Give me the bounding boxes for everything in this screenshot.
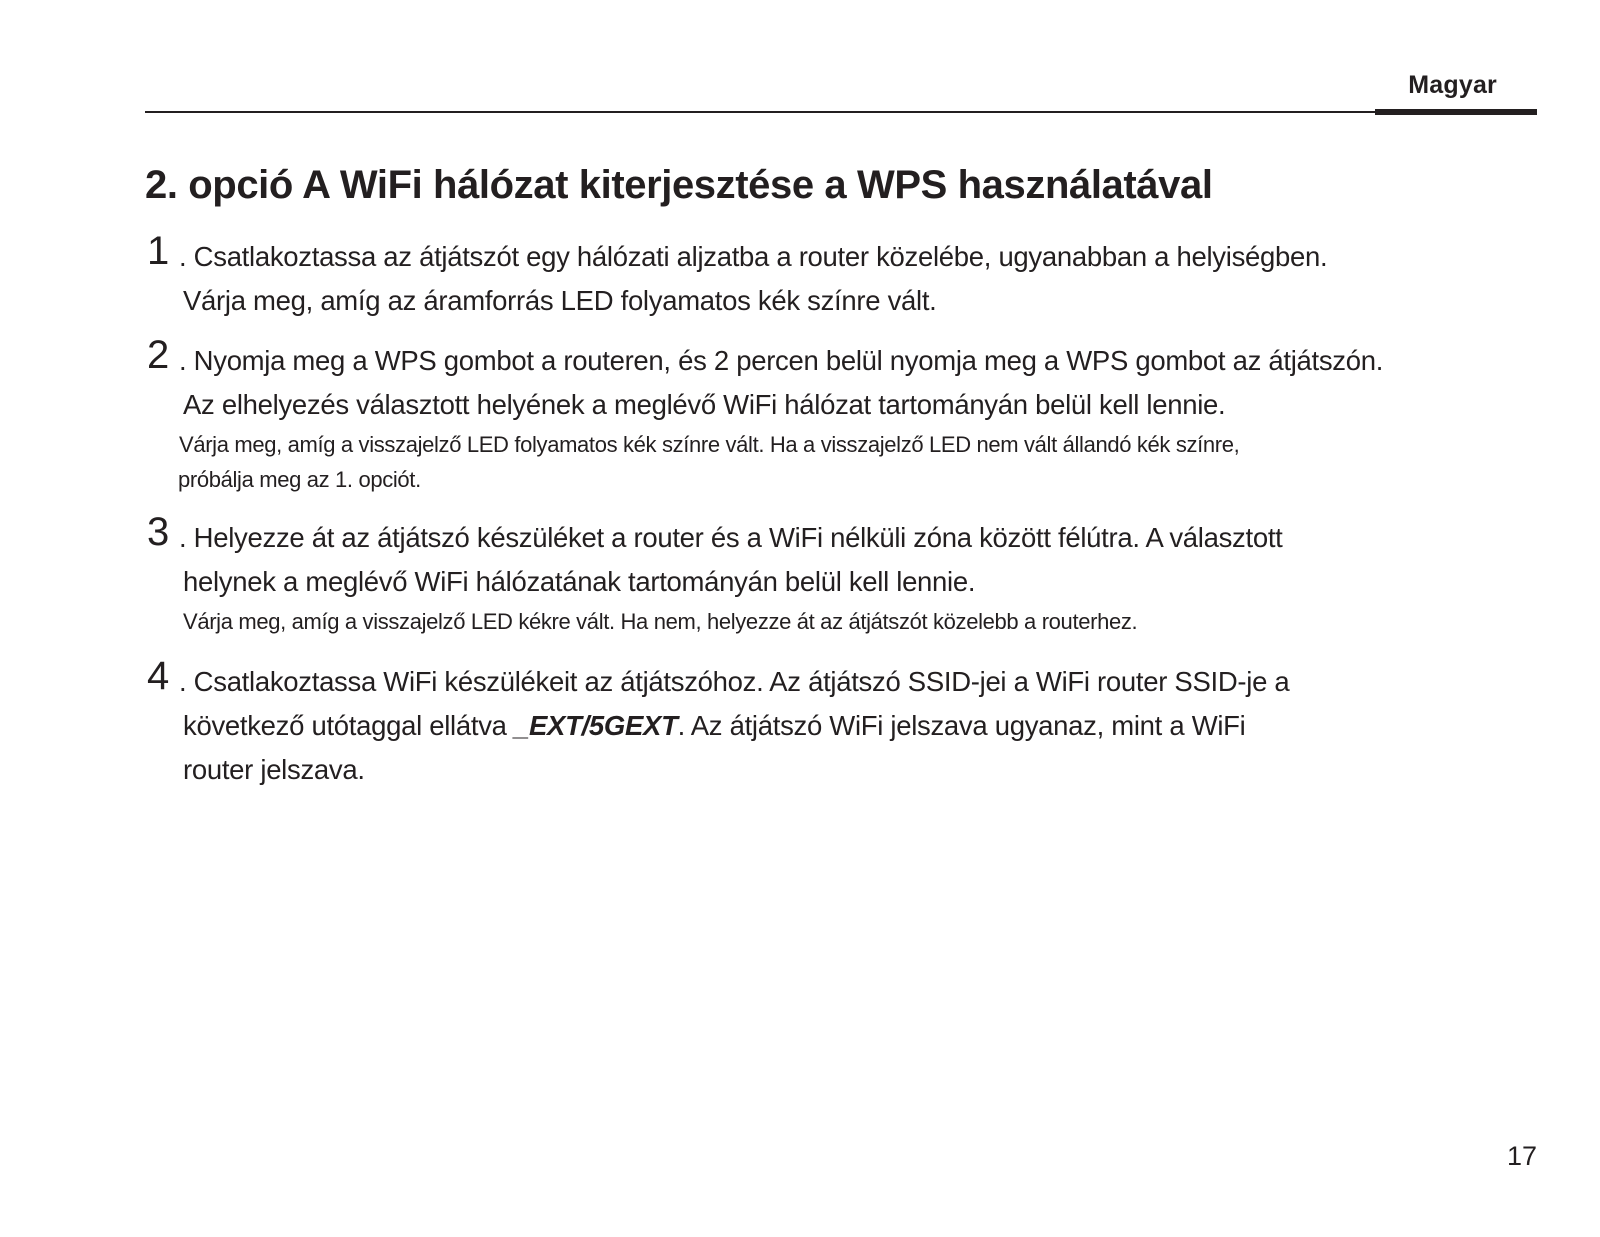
- step-note: próbálja meg az 1. opciót.: [178, 467, 421, 492]
- step-text: . Csatlakoztassa WiFi készülékeit az átjátszóhoz. Az átjátszó SSID-jei a WiFi router SSID-je a: [179, 666, 1290, 697]
- step-body: [179, 235, 1328, 323]
- header-rule: [145, 111, 1375, 113]
- step-text-mixed: [183, 704, 1289, 748]
- step-text: Várja meg, amíg az áramforrás LED folyamatos kék színre vált.: [183, 285, 937, 316]
- step-body: [179, 660, 1290, 792]
- step-note: Várja meg, amíg a visszajelző LED kékre vált. Ha nem, helyezze át az átjátszót közelebb a routerhez.: [183, 609, 1138, 634]
- step-text: Az elhelyezés választott helyének a meglévő WiFi hálózat tartományán belül kell lennie.: [183, 389, 1226, 420]
- language-label: Magyar: [1408, 71, 1497, 99]
- ssid-suffix: _EXT/5GEXT: [514, 710, 678, 741]
- step-text: . Nyomja meg a WPS gombot a routeren, és 2 percen belül nyomja meg a WPS gombot az átjátszón.: [179, 345, 1384, 376]
- step-text: . Helyezze át az átjátszó készüléket a router és a WiFi nélküli zóna között félútra. A választott: [179, 522, 1283, 553]
- step-text: . Az átjátszó WiFi jelszava ugyanaz, mint a WiFi: [677, 710, 1246, 741]
- step-number: 3: [147, 510, 170, 554]
- step-note: Várja meg, amíg a visszajelző LED folyamatos kék színre vált. Ha a visszajelző LED nem vált állandó kék színre,: [179, 432, 1240, 457]
- page-title: 2. opció A WiFi hálózat kiterjesztése a WPS használatával: [145, 163, 1213, 207]
- header-rule-accent: [1375, 109, 1537, 115]
- step-text: következő utótaggal ellátva: [183, 710, 514, 741]
- step-body: [178, 339, 1384, 497]
- step-text: . Csatlakoztassa az átjátszót egy hálózati aljzatba a router közelébe, ugyanabban a helyiségben.: [179, 241, 1328, 272]
- step-number: 2: [147, 333, 170, 377]
- page-number: 17: [1506, 1141, 1537, 1171]
- step-text: helynek a meglévő WiFi hálózatának tartományán belül kell lennie.: [183, 566, 976, 597]
- step-body: [179, 516, 1283, 639]
- step-number: 1: [147, 229, 170, 273]
- step-number: 4: [147, 654, 170, 698]
- step-text: router jelszava.: [183, 754, 365, 785]
